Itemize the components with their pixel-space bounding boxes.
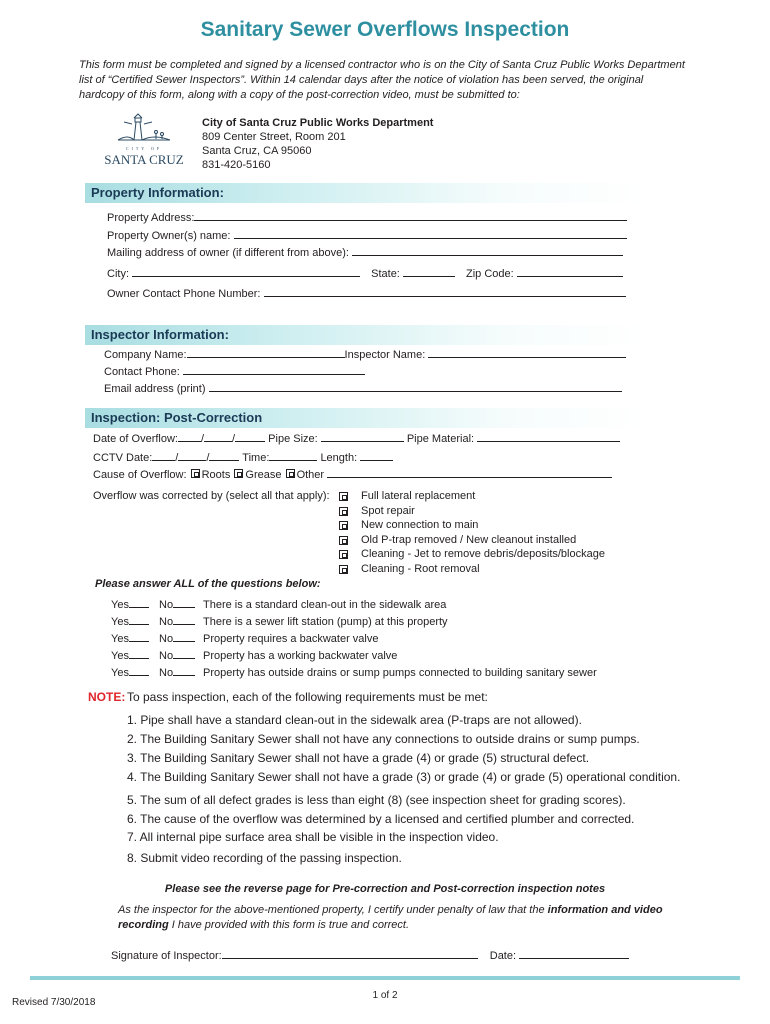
bottom-divider [30,976,740,980]
no-label: No [159,650,174,662]
property-address-row [107,210,627,224]
mailing-address-label: Mailing address of owner (if different from above): [107,247,349,259]
note-text: To pass inspection, each of the following requirements must be met: [127,690,488,704]
signature-date-field[interactable] [519,948,629,959]
yes-label: Yes [111,650,129,662]
pipe-size-field[interactable] [321,431,404,442]
requirement-item: 4. The Building Sanitary Sewer shall not have a grade (3) or grade (4) or grade (5) operational condition. [127,770,681,784]
requirement-item: 7. All internal pipe surface area shall be visible in the inspection video. [127,830,499,844]
length-label: Length: [320,452,358,464]
cause-row [93,467,612,481]
dept-city: Santa Cruz, CA 95060 [202,145,312,157]
no-field[interactable] [173,631,195,642]
owner-phone-field[interactable] [264,286,626,297]
requirement-item: 3. The Building Sanitary Sewer shall not have a grade (4) or grade (5) structural defect. [127,751,590,765]
option-label: New connection to main [361,519,479,531]
requirement-item: 2. The Building Sanitary Sewer shall not have any connections to outside drains or sump pumps. [127,732,640,746]
option-checkbox[interactable] [339,507,348,516]
yes-label: Yes [111,633,129,645]
no-label: No [159,599,174,611]
question-row [111,665,597,679]
city-field[interactable] [132,266,360,277]
certification-statement [118,903,678,933]
logo-top-text: CITY OF [125,146,163,151]
question-text: Property has outside drains or sump pumps connected to building sanitary sewer [203,667,597,679]
question-row [111,631,378,645]
inspection-heading: Inspection: Post-Correction [91,410,263,425]
inspector-heading: Inspector Information: [91,327,229,342]
requirement-item: 5. The sum of all defect grades is less than eight (8) (see inspection sheet for grading scores). [127,793,626,807]
yes-field[interactable] [129,597,149,608]
owner-phone-row [107,286,626,300]
date-label: Date: [489,950,517,962]
no-field[interactable] [173,614,195,625]
roots-label: Roots [201,469,231,481]
zip-label: Zip Code: [466,268,514,280]
reverse-page-note: Please see the reverse page for Pre-correction and Post-correction inspection notes [164,883,606,895]
dept-phone: 831-420-5160 [202,159,271,171]
question-row [111,614,448,628]
pipe-size-label: Pipe Size: [268,433,318,445]
certify-text-after: I have provided with this form is true and correct. [168,919,410,931]
other-field[interactable] [327,467,612,478]
contact-phone-row [104,364,365,378]
revised-date: Revised 7/30/2018 [12,997,96,1008]
other-checkbox[interactable] [286,469,295,478]
question-text: Property has a working backwater valve [203,650,398,662]
option-label: Cleaning - Jet to remove debris/deposits/blockage [361,548,605,560]
pipe-material-field[interactable] [477,431,620,442]
no-field[interactable] [173,597,195,608]
yes-field[interactable] [129,648,149,659]
grease-checkbox[interactable] [234,469,243,478]
city-label: City: [107,268,129,280]
no-label: No [159,667,174,679]
other-label: Other [296,469,325,481]
option-checkbox[interactable] [339,565,348,574]
email-label: Email address (print) [104,383,206,395]
property-owner-label: Property Owner(s) name: [107,230,231,242]
option-checkbox[interactable] [339,492,348,501]
date-month-field[interactable] [178,431,201,442]
inspector-name-field[interactable] [428,347,626,358]
yes-label: Yes [111,616,129,628]
page-number: 1 of 2 [372,990,398,1001]
company-field[interactable] [187,347,345,358]
dept-street: 809 Center Street, Room 201 [202,131,346,143]
question-text: There is a standard clean-out in the sidewalk area [203,599,447,611]
certify-text-before: As the inspector for the above-mentioned property, I certify under penalty of law that the [118,904,548,916]
contact-phone-label: Contact Phone: [104,366,180,378]
email-field[interactable] [209,381,622,392]
note-label: NOTE: [88,690,126,704]
property-address-label: Property Address: [107,212,195,224]
signature-label: Signature of Inspector: [111,950,222,962]
mailing-address-row [107,245,623,259]
yes-field[interactable] [129,665,149,676]
mailing-address-field[interactable] [352,245,623,256]
page-title: Sanitary Sewer Overflows Inspection [200,18,570,41]
property-address-field[interactable] [194,210,627,221]
inspection-section-header [85,408,645,428]
company-label: Company Name: [104,349,187,361]
dept-name: City of Santa Cruz Public Works Department [202,117,434,129]
intro-paragraph: This form must be completed and signed by a licensed contractor who is on the City of Santa Cruz Public Works Department list of “Certified Sewer Inspectors”. Within 14 calendar days after the notice of violation has been served, the original hardcopy of this form, along with a copy of the post-correction video, must be submitted to: [79,59,685,101]
option-checkbox[interactable] [339,550,348,559]
corrected-label: Overflow was corrected by (select all that apply): [93,490,330,502]
state-label: State: [371,268,400,280]
property-owner-row [107,228,627,242]
logo-name: SANTA CRUZ [104,152,184,167]
santa-cruz-logo [104,112,184,173]
inspector-name-label: Inspector Name: [344,349,426,361]
certify-bold-1: information and video [547,904,663,916]
option-label: Spot repair [361,505,415,517]
question-text: Property requires a backwater valve [203,633,379,645]
date-day-field[interactable] [204,431,232,442]
signature-row [111,948,629,962]
cctv-label: CCTV Date: [93,452,153,464]
option-label: Full lateral replacement [361,490,476,502]
no-field[interactable] [173,648,195,659]
cause-label: Cause of Overflow: [93,469,187,481]
question-row [111,597,446,611]
no-field[interactable] [173,665,195,676]
inspector-section-header [85,325,645,345]
cctv-row: CCTV Date: / / Time: Length: [93,450,393,464]
zip-field[interactable] [517,266,623,277]
property-section-header [85,183,645,203]
requirement-item: 1. Pipe shall have a standard clean-out in the sidewalk area (P-traps are not allowed). [127,713,582,727]
property-heading: Property Information: [91,185,224,200]
email-row [104,381,622,395]
requirement-item: 8. Submit video recording of the passing inspection. [127,851,402,865]
option-label: Cleaning - Root removal [361,563,480,575]
option-checkbox[interactable] [339,521,348,530]
company-row [104,347,626,361]
no-label: No [159,616,174,628]
option-label: Old P-trap removed / New cleanout installed [361,534,577,546]
yes-field[interactable] [129,614,149,625]
no-label: No [159,633,174,645]
question-text: There is a sewer lift station (pump) at this property [203,616,448,628]
time-field[interactable] [269,450,317,461]
overflow-date-row: Date of Overflow: / / Pipe Size: Pipe Material: [93,431,620,445]
question-row [111,648,397,662]
roots-checkbox[interactable] [191,469,200,478]
grease-label: Grease [245,469,282,481]
property-owner-field[interactable] [234,228,627,239]
requirement-item: 6. The cause of the overflow was determined by a licensed and certified plumber and corrected. [127,812,635,826]
contact-phone-field[interactable] [183,364,365,375]
time-label: Time: [242,452,270,464]
date-overflow-label: Date of Overflow: [93,433,178,445]
length-field[interactable] [360,450,393,461]
signature-field[interactable] [222,948,478,959]
certify-bold-2: recording [118,919,169,931]
questions-heading: Please answer ALL of the questions below: [95,578,321,590]
yes-label: Yes [111,599,129,611]
pipe-material-label: Pipe Material: [406,433,475,445]
date-year-field[interactable] [235,431,265,442]
owner-phone-label: Owner Contact Phone Number: [107,288,261,300]
cctv-year-field[interactable] [209,450,239,461]
state-field[interactable] [403,266,455,277]
cctv-day-field[interactable] [178,450,206,461]
yes-field[interactable] [129,631,149,642]
city-state-zip-row [107,266,623,280]
yes-label: Yes [111,667,129,679]
cctv-month-field[interactable] [152,450,175,461]
option-checkbox[interactable] [339,536,348,545]
